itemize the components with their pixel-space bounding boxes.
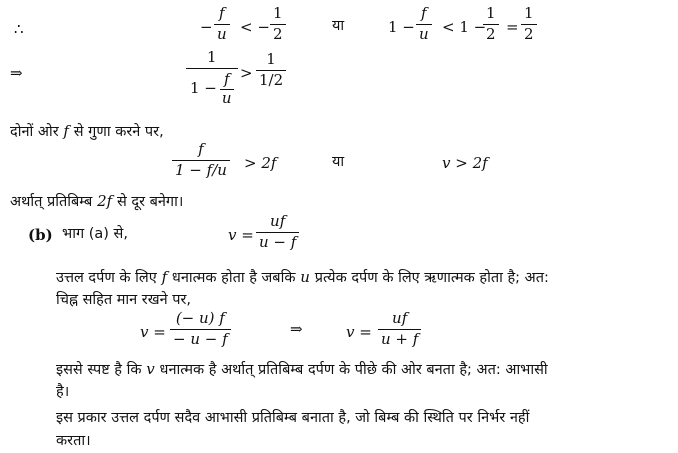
- paragraph-line: है।: [56, 384, 70, 400]
- implies-arrow: ⇒: [10, 64, 23, 82]
- variable-v: v: [146, 360, 155, 378]
- text-segment: धनात्मक होता है जबकि: [171, 270, 296, 286]
- variable-f: f: [161, 268, 168, 286]
- fraction-numerator: f: [198, 140, 204, 158]
- less-than-minus: < −: [240, 18, 270, 36]
- fraction-one-half: [270, 6, 286, 43]
- fraction-f-over-u: [416, 6, 432, 43]
- one-minus: 1 −: [190, 79, 217, 98]
- fraction-denominator: u: [214, 24, 230, 43]
- fraction-f-over-u: [214, 6, 230, 43]
- fraction-denominator: 2: [483, 24, 499, 43]
- text-segment: अर्थात् प्रतिबिम्ब: [10, 194, 93, 210]
- text-line-multiply: [10, 124, 164, 140]
- text-segment: दोनों ओर: [10, 124, 59, 140]
- result-v-gt-2f: v > 2f: [442, 154, 488, 172]
- fraction-numerator: uf: [270, 212, 286, 230]
- fraction-denominator: 1/2: [256, 70, 286, 89]
- part-intro-text: भाग (a) से,: [62, 226, 128, 242]
- fraction-one-half: [483, 6, 499, 43]
- fraction-denominator: u: [221, 88, 232, 107]
- text-segment: इससे स्पष्ट है कि: [56, 362, 142, 378]
- less-than-one-minus: < 1 −: [442, 18, 487, 36]
- fraction-uf-over-u-plus-f: [378, 311, 421, 348]
- fraction-numerator: f: [223, 69, 230, 88]
- paragraph-line: चिह्न सहित मान रखने पर,: [56, 292, 192, 308]
- minus-sign: −: [200, 18, 213, 36]
- fraction-numerator: f: [219, 4, 225, 22]
- fraction-denominator: u − f: [256, 232, 299, 251]
- text-segment: से दूर बनेगा।: [116, 194, 184, 210]
- text-segment: प्रत्येक दर्पण के लिए ऋणात्मक होता है; अत:: [314, 270, 549, 286]
- fraction-numerator: (− u) f: [175, 309, 225, 327]
- fraction-denominator: [186, 68, 238, 107]
- paragraph-line: इस प्रकार उत्तल दर्पण सदैव आभासी प्रतिबिम्ब बनाता है, जो बिम्ब की स्थिति पर निर्भर नहीं: [56, 410, 530, 426]
- ya-word: या: [332, 154, 345, 170]
- therefore-symbol: ∴: [14, 20, 24, 38]
- fraction-numerator: 1: [486, 4, 496, 22]
- fraction-numerator: 1: [524, 4, 534, 22]
- value-2f: 2f: [97, 192, 113, 210]
- implies-arrow: ⇒: [290, 320, 303, 338]
- v-equals: v =: [346, 323, 372, 341]
- paragraph-line: [56, 362, 548, 378]
- fraction-numerator: uf: [392, 309, 408, 327]
- variable-u: u: [300, 268, 310, 286]
- greater-than: >: [240, 64, 253, 82]
- part-label: (b): [28, 226, 53, 244]
- fraction-denominator: − u − f: [170, 329, 231, 348]
- text-segment: से गुणा करने पर,: [73, 124, 164, 140]
- fraction-one-over-one-minus-f-u: [186, 50, 238, 106]
- variable-f: f: [63, 122, 69, 140]
- fraction-denominator: 2: [270, 24, 286, 43]
- fraction-denominator: u + f: [378, 329, 421, 348]
- fraction-f-over-u: [220, 69, 234, 107]
- fraction-denominator: 1 − f/u: [172, 160, 230, 179]
- paragraph-line: करता।: [56, 433, 91, 449]
- paragraph-line: [56, 270, 549, 286]
- fraction-uf-over-u-minus-f: [256, 214, 299, 251]
- fraction-numerator: 1: [266, 50, 276, 68]
- text-segment: धनात्मक है अर्थात् प्रतिबिम्ब दर्पण के पीछे की ओर बनता है; अत: आभासी: [159, 362, 548, 378]
- fraction-one-half: [521, 6, 537, 43]
- fraction-numerator: 1: [207, 48, 217, 66]
- fraction-denominator: 2: [521, 24, 537, 43]
- v-equals: v =: [140, 323, 166, 341]
- one-minus: 1 −: [388, 18, 415, 36]
- text-line-conclusion: [10, 194, 183, 210]
- fraction-f-over-one-minus-f-u: [172, 142, 230, 179]
- v-equals: v =: [228, 226, 254, 244]
- fraction-one-over-half: [256, 52, 286, 89]
- greater-than-2f: > 2f: [244, 154, 277, 172]
- text-segment: उत्तल दर्पण के लिए: [56, 270, 157, 286]
- equals-sign: =: [506, 18, 519, 36]
- fraction-neg-u-f-over-neg-u-minus-f: [170, 311, 231, 348]
- fraction-numerator: f: [421, 4, 427, 22]
- fraction-denominator: u: [416, 24, 432, 43]
- ya-word: या: [332, 18, 345, 34]
- fraction-numerator: 1: [273, 4, 283, 22]
